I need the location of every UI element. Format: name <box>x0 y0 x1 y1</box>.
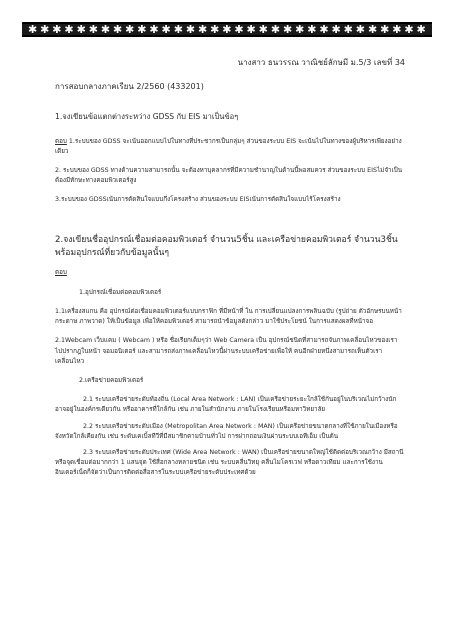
paragraph: 2.1Webcam เว็บแคม ( Webcam ) หรือ ชื่อเรียกเต็มๆว่า Web Camera เป็น อุปกรณ์ชนิดที่สามารถจับภาพเคลื่อนไหวของเรา ไปปรากฎในหน้า จอมอนิเตอร์ และสามารถส่งภาพเคลื่อนไหวนี้ผ่านระบบเครือข่ายเพื่อให้ คนอีกฝ่ายหนึ่งสามารถเห็นตัวเราเคลื่อนไหว <box>55 337 398 365</box>
star-icon: ✱ <box>282 23 293 36</box>
star-icon: ✱ <box>246 23 256 36</box>
star-icon: ✱ <box>112 23 123 36</box>
question-2-title: 2.จงเขียนชื่ออุปกรณ์เชื่อมต่อคอมพิวเตอร์ จำนวน5ชิ้น และเครือข่ายคอมพิวเตอร์ จำนวน3ชิ้น พร้อมอุปกรณ์ที่ยวกับข้อมูลนั้นๆ <box>55 234 398 258</box>
q1-answer-2: 2. ระบบของ GDSS ทางด้านความสามารถนั้น จะต้องหาบุคลากรที่มีความชำนาญในด้านนี้พอสมควร ส่วนของระบบ EISไม่จำเป็นต้องมีทักษะทางคอมพิวเตอร์สูง <box>55 167 403 185</box>
star-icon: ✱ <box>258 23 268 36</box>
star-icon: ✱ <box>222 23 232 36</box>
star-icon: ✱ <box>380 23 390 36</box>
star-border <box>22 22 432 37</box>
star-icon: ✱ <box>210 23 220 36</box>
star-icon: ✱ <box>404 23 414 36</box>
star-icon: ✱ <box>40 23 50 36</box>
paragraph: 2.1 ระบบเครือข่ายระดับท้องถิ่น (Local Area Network : LAN) เป็นเครือข่ายระยะใกล้ใช้กันอยู่ในบริเวณไม่กว้างนัก อาจอยู่ในองค์กรเดียวกัน หรืออาคารที่ใกล้กัน เช่น ภายในสำนักงาน ภายในโรงเรียนหรือมหาวิทยาลัย <box>55 396 397 414</box>
star-icon: ✱ <box>52 23 62 36</box>
star-icon: ✱ <box>64 23 74 36</box>
star-icon: ✱ <box>161 23 171 36</box>
star-icon: ✱ <box>343 23 353 36</box>
q1-answer-1-text: 1.ระบบของ GDSS จะเน้นออกแบบไปในทางที่ประชากรเป็นกลุ่มๆ ส่วนของระบบ EIS จะเน้นไปในทางของผู้บริหารเพียงอย่างเดียว <box>55 137 402 155</box>
document-body <box>55 58 405 485</box>
answer-label: ตอบ <box>55 268 67 276</box>
paragraph: 2.2 ระบบเครือข่ายระดับเมือง (Metropolitan Area Network : MAN) เป็นเครือข่ายขนาดกลางที่ใช้ภายในเมืองหรือจังหวัดใกล้เคียงกัน เช่น ระดับเคเบิ้ลทีวีที่มีสมาชิกตามบ้านทั่วไป การฝากถอนเงินผ่านระบบเอทีเอ็ม เป็นต้น <box>55 422 398 440</box>
star-icon: ✱ <box>185 23 196 36</box>
q1-answer-1 <box>55 137 405 157</box>
paragraph: 1.1เครื่องสแกน คือ อุปกรณ์ต่อเชื่อมคอมพิวเตอร์แบบกราฟิก ที่มีหน้าที่ ใน การเปลี่ยนแปลงการพลินฉบับ (รูปถ่าย ตัวอักษรบนหน้ากระดาษ ภาพวาด) ให้เป็นข้อมูล เพื่อให้คอมพิวเตอร์ สามารถนำข้อมูลดังกล่าว มาใช้ประโยชน์ ในการแสดงผลที่หน้าจอ <box>55 308 402 326</box>
star-icon: ✱ <box>137 23 147 36</box>
author-line: นางสาว ธนวรรณ วาณิชย์ลักษมี ม.5/3 เลขที่ 34 <box>237 58 405 67</box>
star-icon: ✱ <box>307 23 317 36</box>
star-icon: ✱ <box>28 23 38 36</box>
star-icon: ✱ <box>149 23 159 36</box>
star-icon: ✱ <box>88 23 98 36</box>
star-icon: ✱ <box>100 23 111 36</box>
star-icon: ✱ <box>197 23 208 36</box>
star-icon: ✱ <box>331 23 341 36</box>
question-1-title: 1.จงเขียนข้อแตกต่างระหว่าง GDSS กับ EIS มาเป็นข้อๆ <box>55 112 239 122</box>
star-icon: ✱ <box>319 23 329 36</box>
star-icon: ✱ <box>355 23 366 36</box>
star-icon: ✱ <box>367 23 378 36</box>
star-icon: ✱ <box>416 23 426 36</box>
answer-label: ตอบ <box>55 137 67 145</box>
star-icon: ✱ <box>125 23 135 36</box>
star-icon: ✱ <box>270 23 281 36</box>
star-icon: ✱ <box>295 23 305 36</box>
star-icon: ✱ <box>173 23 183 36</box>
section-heading: 2.เครือข่ายคอมพิวเตอร์ <box>79 377 144 385</box>
q1-answer-3: 3.ระบบของ GDSSเน้นการตัดสินใจแบบกึ่งโครงสร้าง ส่วนของระบบ EISเน้นการตัดสินใจแบบไร้โครงสร้าง <box>55 196 341 204</box>
paragraph: 2.3 ระบบเครือข่ายระดับประเทศ (Wide Area Network : WAN) เป็นเครือข่ายขนาดใหญ่ใช้ติดต่อบริเวณกว้าง มีสถานีหรือจุดเชื่อมต่อมากกว่า 1 แสนจุด ใช้สื่อกลางหลายชนิด เช่น ระบบคลื่นวิทยุ คลื่นไมโครเวฟ หรือดาวเทียม และการใช้งานอินเตอร์เน็ตก็จัดว่าเป็นการติดต่อสื่อสารในระบบเครือข่ายระดับประเทศด้วย <box>55 449 404 477</box>
exam-title: การสอบกลางภาคเรียน 2/2560 (433201) <box>55 82 204 92</box>
star-icon: ✱ <box>392 23 402 36</box>
star-icon: ✱ <box>234 23 244 36</box>
star-icon: ✱ <box>76 23 86 36</box>
section-heading: 1.อุปกรณ์เชื่อมต่อคอมพิวเตอร์ <box>79 288 162 296</box>
